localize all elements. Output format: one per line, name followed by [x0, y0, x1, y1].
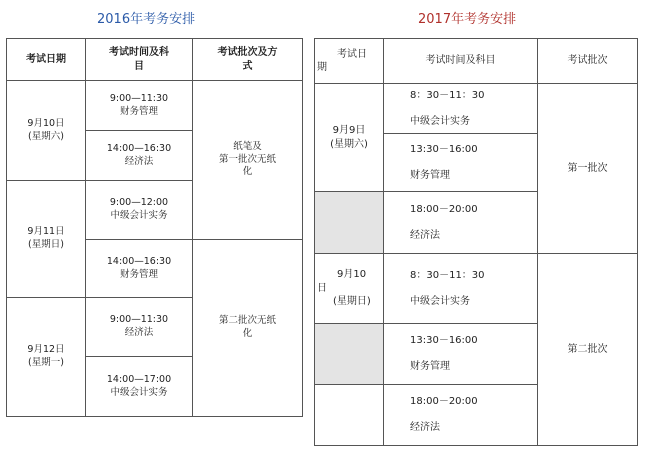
date-cell	[315, 84, 384, 192]
batch-cell	[538, 84, 638, 254]
schedule-table-2016	[6, 38, 303, 417]
session-time: 9:00—12:00	[109, 197, 169, 209]
session-time: 14:00—16:30	[106, 142, 172, 154]
header-date	[7, 39, 86, 81]
table-2017-title: 2017年考务安排	[418, 12, 517, 27]
header-time-subject	[384, 39, 538, 84]
batch-line: 化	[242, 166, 253, 178]
session-time: 18:00－20:00	[410, 203, 478, 215]
header-time-text: 考试时间及科目	[425, 55, 496, 67]
schedule-table-2017	[314, 38, 638, 446]
session-subject: 经济法	[410, 229, 440, 241]
session-subject: 经济法	[124, 155, 154, 167]
session-subject: 财务管理	[410, 169, 450, 181]
header-batch-line2: 式	[242, 60, 253, 72]
session-time: 14:00—17:00	[106, 373, 172, 385]
session-subject: 财务管理	[410, 361, 450, 372]
session-cell	[384, 192, 538, 254]
batch-text: 第二批次	[567, 343, 608, 355]
session-cell	[86, 298, 193, 357]
table-2016-title: 2016年考务安排	[97, 12, 196, 27]
batch-text: 第一批次	[567, 162, 608, 174]
weekday-text: (星期日)	[333, 296, 371, 308]
session-time: 18:00－20:00	[410, 396, 478, 407]
date-cell	[7, 181, 86, 298]
session-time: 8：30－11：30	[410, 89, 485, 101]
weekday-text: (星期日)	[28, 239, 64, 250]
session-cell	[86, 181, 193, 240]
session-cell	[384, 134, 538, 192]
empty-cell	[315, 324, 384, 385]
header-batch-line1: 考试批次及方	[217, 47, 278, 58]
session-cell	[86, 240, 193, 298]
header-date-line2: 期	[317, 62, 327, 73]
session-subject: 中级会计实务	[110, 386, 168, 398]
session-time: 9:00—11:30	[109, 314, 169, 326]
session-cell	[384, 385, 538, 446]
date-cell	[7, 298, 86, 417]
date-text: 9月10日	[27, 117, 65, 129]
date-text: 9月9日	[332, 125, 366, 136]
session-subject: 中级会计实务	[410, 115, 470, 127]
session-cell	[86, 81, 193, 131]
session-cell	[384, 84, 538, 134]
header-batch-method	[193, 39, 303, 81]
session-subject: 中级会计实务	[110, 210, 168, 221]
batch-line: 化	[242, 328, 253, 339]
session-time: 14:00—16:30	[106, 255, 172, 267]
batch-cell	[538, 254, 638, 446]
batch-cell	[193, 81, 303, 240]
date-text: 日	[317, 282, 327, 294]
session-time: 8：30－11：30	[410, 269, 485, 281]
session-cell	[86, 131, 193, 181]
header-date-text: 考试日期	[26, 53, 66, 65]
session-time: 13:30－16:00	[410, 143, 478, 155]
session-cell	[86, 357, 193, 417]
batch-line: 纸笔及	[233, 140, 262, 152]
header-time-subject	[86, 39, 193, 81]
weekday-text: (星期六)	[330, 138, 368, 150]
session-subject: 经济法	[410, 422, 440, 433]
header-date	[315, 39, 384, 84]
batch-line: 第二批次无纸	[218, 315, 276, 327]
date-cell	[315, 254, 384, 324]
batch-line: 第一批次无纸	[218, 153, 276, 165]
batch-cell	[193, 240, 303, 417]
date-text: 9月11日	[27, 226, 65, 238]
date-text: 9月12日	[27, 344, 65, 356]
header-date-line1: 考试日	[337, 48, 367, 60]
session-time: 9:00—11:30	[109, 92, 169, 104]
header-batch-text: 考试批次	[567, 55, 608, 67]
session-subject: 经济法	[124, 327, 154, 338]
weekday-text: (星期六)	[28, 130, 64, 142]
session-cell	[384, 324, 538, 385]
empty-cell	[315, 385, 384, 446]
session-subject: 财务管理	[119, 268, 158, 280]
date-cell	[7, 81, 86, 181]
session-subject: 中级会计实务	[410, 295, 470, 307]
header-batch	[538, 39, 638, 84]
session-time: 13:30－16:00	[410, 335, 478, 346]
empty-cell	[315, 192, 384, 254]
session-cell	[384, 254, 538, 324]
date-text: 9月10	[337, 269, 367, 281]
header-time-line1: 考试时间及科	[109, 47, 169, 58]
session-subject: 财务管理	[119, 105, 158, 117]
header-time-line2: 目	[134, 60, 144, 72]
weekday-text: (星期一)	[28, 357, 64, 368]
